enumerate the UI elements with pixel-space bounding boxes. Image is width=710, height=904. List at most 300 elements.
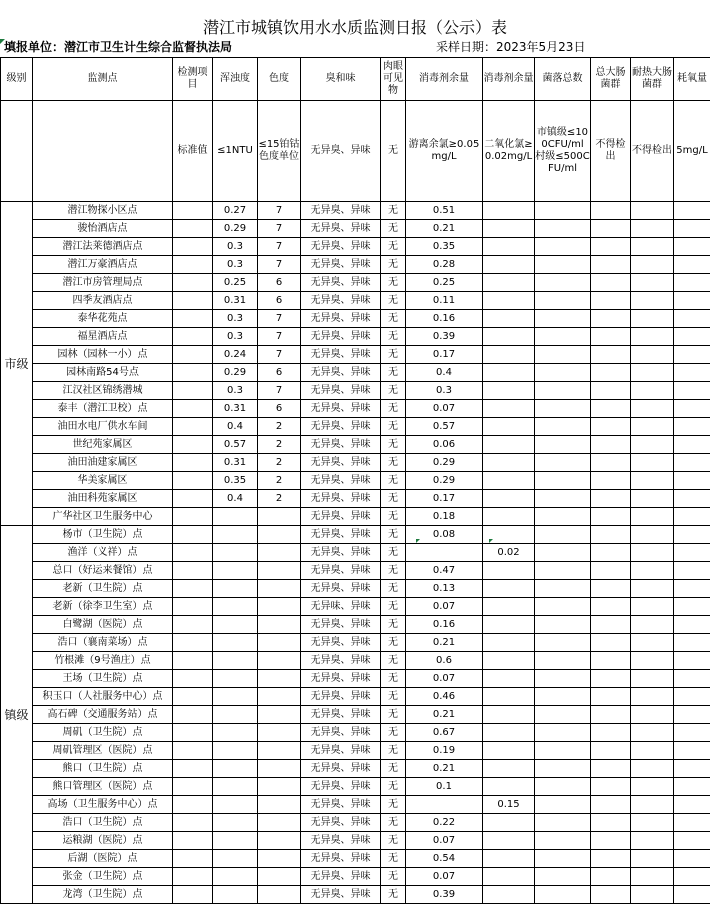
dioxide-cell [483,778,535,796]
odor-cell: 无异臭、异味 [301,670,381,688]
thermo-coliform-cell [631,598,674,616]
coliform-cell [591,472,631,490]
site-cell: 油田水电厂供水车间 [33,418,173,436]
color-cell [258,850,301,868]
turbidity-cell: 0.31 [213,400,258,418]
std-label: 标准值 [173,101,213,202]
visible-cell: 无 [381,544,406,562]
odor-cell: 无异臭、异味 [301,562,381,580]
visible-cell: 无 [381,598,406,616]
site-cell: 白鹭湖（医院）点 [33,616,173,634]
visible-cell: 无 [381,310,406,328]
odor-cell: 无异臭、异味 [301,328,381,346]
site-cell: 熊口管理区（医院）点 [33,778,173,796]
odor-cell: 无异臭、异味 [301,238,381,256]
thermo-coliform-cell [631,832,674,850]
thermo-coliform-cell [631,562,674,580]
colony-cell [535,598,591,616]
oxygen-cell [674,418,710,436]
oxygen-cell [674,724,710,742]
table-row [1,364,710,382]
col-header-visible: 肉眼可见物 [381,58,406,101]
item-cell [173,652,213,670]
colony-cell [535,688,591,706]
chlorine-cell: 0.13 [406,580,483,598]
table-row [1,688,710,706]
color-cell: 7 [258,382,301,400]
turbidity-cell [213,760,258,778]
color-cell [258,706,301,724]
colony-cell [535,760,591,778]
column-header-row [1,58,710,101]
odor-cell: 无异臭、异味 [301,436,381,454]
color-cell [258,814,301,832]
table-row [1,508,710,526]
item-cell [173,220,213,238]
odor-cell: 无异臭、异味 [301,796,381,814]
turbidity-cell [213,814,258,832]
colony-cell [535,508,591,526]
table-row [1,634,710,652]
standard-site-cell [33,101,173,202]
oxygen-cell [674,580,710,598]
colony-cell [535,544,591,562]
oxygen-cell [674,292,710,310]
oxygen-cell [674,652,710,670]
dioxide-cell [483,688,535,706]
color-cell [258,580,301,598]
coliform-cell [591,526,631,544]
site-cell: 园林南路54号点 [33,364,173,382]
site-cell: 潜江物探小区点 [33,202,173,220]
site-cell: 积玉口（人社服务中心）点 [33,688,173,706]
dioxide-cell [483,346,535,364]
dioxide-cell [483,238,535,256]
dioxide-cell [483,652,535,670]
dioxide-cell [483,274,535,292]
site-cell: 老新（卫生院）点 [33,580,173,598]
chlorine-cell: 0.19 [406,742,483,760]
table-row [1,346,710,364]
turbidity-cell: 0.24 [213,346,258,364]
table-row [1,472,710,490]
dioxide-cell [483,580,535,598]
color-cell: 7 [258,328,301,346]
report-title: 潜江市城镇饮用水水质监测日报（公示）表 [0,18,710,38]
odor-cell: 无异臭、异味 [301,814,381,832]
dioxide-cell [483,382,535,400]
item-cell [173,490,213,508]
chlorine-cell: 0.07 [406,400,483,418]
item-cell [173,580,213,598]
chlorine-cell: 0.6 [406,652,483,670]
thermo-coliform-cell [631,454,674,472]
coliform-cell [591,256,631,274]
oxygen-cell [674,490,710,508]
table-row [1,868,710,886]
color-cell: 6 [258,292,301,310]
thermo-coliform-cell [631,886,674,904]
dioxide-cell: 0.02 [483,544,535,562]
color-cell: 7 [258,346,301,364]
colony-cell [535,490,591,508]
item-cell [173,436,213,454]
visible-cell: 无 [381,418,406,436]
visible-cell: 无 [381,850,406,868]
visible-cell: 无 [381,634,406,652]
dioxide-cell [483,418,535,436]
odor-cell: 无异臭、异味 [301,850,381,868]
turbidity-cell: 0.3 [213,238,258,256]
colony-cell [535,382,591,400]
oxygen-cell [674,778,710,796]
dioxide-cell [483,616,535,634]
dioxide-cell [483,490,535,508]
dioxide-cell [483,814,535,832]
item-cell [173,544,213,562]
visible-cell: 无 [381,832,406,850]
table-row [1,436,710,454]
color-cell [258,724,301,742]
turbidity-cell [213,832,258,850]
site-cell: 龙湾（卫生院）点 [33,886,173,904]
level-cell: 镇级 [1,526,33,904]
coliform-cell [591,490,631,508]
visible-cell: 无 [381,562,406,580]
coliform-cell [591,886,631,904]
thermo-coliform-cell [631,274,674,292]
dioxide-cell [483,850,535,868]
colony-cell [535,580,591,598]
odor-cell: 无异臭、异味 [301,382,381,400]
thermo-coliform-cell [631,688,674,706]
turbidity-cell [213,706,258,724]
color-cell [258,562,301,580]
site-cell: 周矶管理区（医院）点 [33,742,173,760]
color-cell: 2 [258,454,301,472]
coliform-cell [591,202,631,220]
colony-cell [535,778,591,796]
color-cell [258,652,301,670]
coliform-cell [591,544,631,562]
thermo-coliform-cell [631,238,674,256]
chlorine-cell: 0.29 [406,454,483,472]
turbidity-cell [213,886,258,904]
color-cell: 2 [258,418,301,436]
visible-cell: 无 [381,436,406,454]
oxygen-cell [674,850,710,868]
thermo-coliform-cell [631,868,674,886]
std-color: ≤15铂钴色度单位 [258,101,301,202]
chlorine-cell: 0.21 [406,220,483,238]
coliform-cell [591,724,631,742]
turbidity-cell [213,796,258,814]
site-cell: 骏怡酒店点 [33,220,173,238]
dioxide-cell [483,202,535,220]
color-cell: 2 [258,472,301,490]
col-header-turbidity: 浑浊度 [213,58,258,101]
turbidity-cell: 0.3 [213,328,258,346]
table-row [1,274,710,292]
color-cell: 6 [258,364,301,382]
oxygen-cell [674,832,710,850]
oxygen-cell [674,886,710,904]
odor-cell: 无异臭、异味 [301,418,381,436]
col-header-level: 级别 [1,58,33,101]
site-cell: 世纪苑家属区 [33,436,173,454]
dioxide-cell [483,310,535,328]
oxygen-cell [674,562,710,580]
odor-cell: 无异臭、异味 [301,292,381,310]
item-cell [173,472,213,490]
color-cell [258,886,301,904]
chlorine-cell: 0.35 [406,238,483,256]
table-row [1,490,710,508]
dioxide-cell [483,742,535,760]
coliform-cell [591,760,631,778]
chlorine-cell: 0.4 [406,364,483,382]
odor-cell: 无异臭、异味 [301,760,381,778]
colony-cell [535,850,591,868]
oxygen-cell [674,238,710,256]
coliform-cell [591,328,631,346]
colony-cell [535,670,591,688]
coliform-cell [591,850,631,868]
color-cell [258,832,301,850]
visible-cell: 无 [381,868,406,886]
chlorine-cell: 0.39 [406,328,483,346]
color-cell: 7 [258,256,301,274]
dioxide-cell [483,886,535,904]
coliform-cell [591,580,631,598]
item-cell [173,778,213,796]
chlorine-cell: 0.06 [406,436,483,454]
odor-cell: 无异臭、异味 [301,508,381,526]
visible-cell: 无 [381,670,406,688]
item-cell [173,832,213,850]
colony-cell [535,400,591,418]
visible-cell: 无 [381,382,406,400]
visible-cell: 无 [381,346,406,364]
oxygen-cell [674,274,710,292]
water-quality-table [0,57,710,904]
site-cell: 浩口（卫生院）点 [33,814,173,832]
item-cell [173,346,213,364]
site-cell: 运粮湖（医院）点 [33,832,173,850]
item-cell [173,616,213,634]
coliform-cell [591,238,631,256]
thermo-coliform-cell [631,778,674,796]
thermo-coliform-cell [631,382,674,400]
visible-cell: 无 [381,616,406,634]
std-colony: 市镇级≤100CFU/ml 村级≤500CFU/ml [535,101,591,202]
thermo-coliform-cell [631,760,674,778]
colony-cell [535,238,591,256]
table-row [1,562,710,580]
dioxide-cell: 0.15 [483,796,535,814]
coliform-cell [591,670,631,688]
colony-cell [535,436,591,454]
table-row [1,778,710,796]
turbidity-cell [213,778,258,796]
color-cell [258,778,301,796]
site-cell: 油田科苑家属区 [33,490,173,508]
table-row [1,328,710,346]
visible-cell: 无 [381,202,406,220]
table-row [1,202,710,220]
coliform-cell [591,400,631,418]
oxygen-cell [674,688,710,706]
table-row [1,886,710,904]
chlorine-cell: 0.22 [406,814,483,832]
oxygen-cell [674,364,710,382]
visible-cell: 无 [381,508,406,526]
oxygen-cell [674,634,710,652]
col-header-oxygen: 耗氧量 [674,58,710,101]
item-cell [173,688,213,706]
turbidity-cell: 0.35 [213,472,258,490]
color-cell: 7 [258,238,301,256]
dioxide-cell [483,670,535,688]
odor-cell: 无异臭、异味 [301,274,381,292]
color-cell [258,760,301,778]
table-row [1,454,710,472]
thermo-coliform-cell [631,400,674,418]
turbidity-cell [213,616,258,634]
color-cell [258,616,301,634]
visible-cell: 无 [381,742,406,760]
std-odor: 无异臭、异味 [301,101,381,202]
table-row [1,292,710,310]
coliform-cell [591,832,631,850]
thermo-coliform-cell [631,220,674,238]
color-cell [258,598,301,616]
item-cell [173,202,213,220]
odor-cell: 无异臭、异味 [301,364,381,382]
visible-cell: 无 [381,724,406,742]
turbidity-cell: 0.3 [213,310,258,328]
chlorine-cell: 0.11 [406,292,483,310]
odor-cell: 无异味、异味 [301,598,381,616]
site-cell: 江汉社区锦绣潜城 [33,382,173,400]
thermo-coliform-cell [631,652,674,670]
table-row [1,742,710,760]
cell-marker [416,539,420,543]
site-cell: 总口（好运来餐馆）点 [33,562,173,580]
color-cell [258,796,301,814]
chlorine-cell [406,544,483,562]
oxygen-cell [674,868,710,886]
item-cell [173,418,213,436]
odor-cell: 无异臭、异味 [301,580,381,598]
item-cell [173,526,213,544]
site-cell: 周矶（卫生院）点 [33,724,173,742]
visible-cell: 无 [381,652,406,670]
std-turbidity: ≤1NTU [213,101,258,202]
colony-cell [535,796,591,814]
dioxide-cell [483,454,535,472]
thermo-coliform-cell [631,544,674,562]
thermo-coliform-cell [631,634,674,652]
coliform-cell [591,364,631,382]
dioxide-cell [483,256,535,274]
site-cell: 泰丰（潜江卫校）点 [33,400,173,418]
color-cell: 6 [258,274,301,292]
dioxide-cell [483,328,535,346]
colony-cell [535,364,591,382]
coliform-cell [591,220,631,238]
item-cell [173,868,213,886]
site-cell: 四季友酒店点 [33,292,173,310]
chlorine-cell: 0.16 [406,310,483,328]
item-cell [173,742,213,760]
coliform-cell [591,454,631,472]
thermo-coliform-cell [631,490,674,508]
oxygen-cell [674,454,710,472]
std-thermo-coliform: 不得检出 [631,101,674,202]
turbidity-cell [213,508,258,526]
table-row [1,814,710,832]
site-cell: 潜江法莱德酒店点 [33,238,173,256]
color-cell [258,742,301,760]
chlorine-cell: 0.21 [406,760,483,778]
turbidity-cell: 0.4 [213,490,258,508]
col-header-colony: 菌落总数 [535,58,591,101]
colony-cell [535,832,591,850]
thermo-coliform-cell [631,202,674,220]
odor-cell: 无异臭、异味 [301,634,381,652]
dioxide-cell [483,706,535,724]
site-cell: 广华社区卫生服务中心 [33,508,173,526]
turbidity-cell: 0.3 [213,382,258,400]
odor-cell: 无异臭、异味 [301,202,381,220]
col-header-chlorine: 消毒剂余量 [406,58,483,101]
odor-cell: 无异臭、异味 [301,688,381,706]
coliform-cell [591,382,631,400]
color-cell [258,688,301,706]
item-cell [173,634,213,652]
table-row [1,670,710,688]
oxygen-cell [674,526,710,544]
thermo-coliform-cell [631,850,674,868]
odor-cell: 无异臭、异味 [301,724,381,742]
visible-cell: 无 [381,886,406,904]
table-row [1,616,710,634]
thermo-coliform-cell [631,256,674,274]
turbidity-cell: 0.25 [213,274,258,292]
coliform-cell [591,634,631,652]
color-cell: 6 [258,400,301,418]
coliform-cell [591,778,631,796]
thermo-coliform-cell [631,292,674,310]
col-header-odor: 臭和味 [301,58,381,101]
thermo-coliform-cell [631,814,674,832]
std-dioxide: 二氧化氯≥0.02mg/L [483,101,535,202]
chlorine-cell: 0.28 [406,256,483,274]
coliform-cell [591,742,631,760]
visible-cell: 无 [381,364,406,382]
colony-cell [535,706,591,724]
thermo-coliform-cell [631,796,674,814]
col-header-color: 色度 [258,58,301,101]
turbidity-cell [213,562,258,580]
table-row [1,850,710,868]
visible-cell: 无 [381,472,406,490]
visible-cell: 无 [381,220,406,238]
odor-cell: 无异臭、异味 [301,832,381,850]
odor-cell: 无异臭、异味 [301,652,381,670]
chlorine-cell: 0.67 [406,724,483,742]
